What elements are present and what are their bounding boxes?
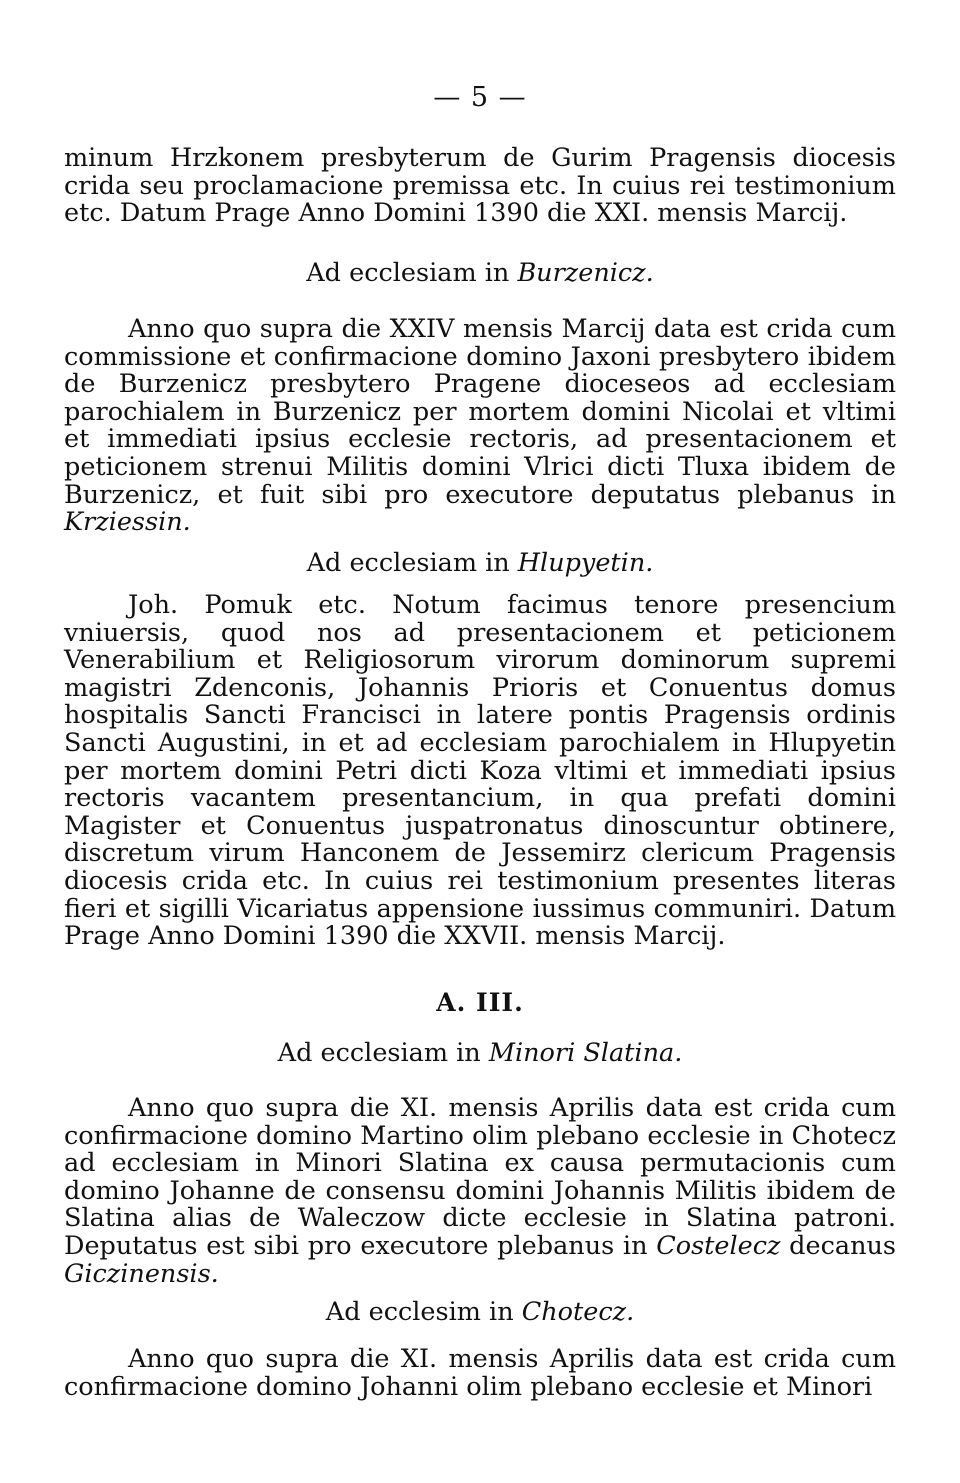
heading-burzenicz [0,258,960,288]
paragraph-5-text: Anno quo supra die XI. mensis Aprilis data est crida cum confirmacione domino Johanni olim plebano ecclesie et Minori [64,1344,896,1402]
heading-chotecz [0,1297,960,1327]
paragraph-4-text: Anno quo supra die XI. mensis Aprilis data est crida cum confirmacione domino Martino olim plebano ecclesie in Chotecz ad ecclesiam in Minori Slatina ex causa permutacionis cum domino Johanne de consensu domini Johannis Militis ibidem de Slatina alias de Waleczow dicte ecclesie in Slatina patroni. Deputatus est sibi pro executore plebanus in [64,1093,896,1261]
heading-minori-slatina [0,1038,960,1068]
paragraph-hlupyetin [64,592,896,951]
heading-hlupyetin-prefix: Ad ecclesiam in [306,548,518,578]
paragraph-chotecz [64,1346,896,1401]
heading-chotecz-place: Chotecz. [521,1297,635,1327]
paragraph-4-mid: decanus [780,1230,897,1261]
paragraph-1-text: minum Hrzkonem presbyterum de Gurim Pragensis diocesis crida seu proclamacione premissa etc. In cuius rei testimonium etc. Datum Prage Anno Domini 1390 die XXI. mensis Marcij. [64,143,896,229]
paragraph-2-place: Krziessin. [64,507,191,538]
heading-hlupyetin [0,548,960,578]
heading-hlupyetin-place: Hlupyetin. [517,548,654,578]
heading-burzenicz-place: Burzenicz. [517,258,654,288]
heading-chotecz-prefix: Ad ecclesim in [325,1297,522,1327]
heading-minori-slatina-prefix: Ad ecclesiam in [277,1038,489,1068]
paragraph-2-text: Anno quo supra die XXIV mensis Marcij data est crida cum commissione et confirmacione domino Jaxoni presbytero ibidem de Burzenicz presbytero Pragene dioceseos ad ecclesiam parochialem in Burzenicz per mortem domini Nicolai et vltimi et immediati ipsius ecclesie rectoris, ad presentacionem et peticionem strenui Militis domini Vlrici dicti Tluxa ibidem de Burzenicz, et fuit sibi pro executore deputatus plebanus in [64,314,896,510]
paragraph-minori-slatina [64,1095,896,1288]
section-mark: A. III. [436,988,524,1017]
heading-minori-slatina-place: Minori Slatina. [488,1038,683,1068]
page-number: — 5 — [433,82,527,113]
paragraph-burzenicz [64,316,896,537]
paragraph-4-place-1: Costelecz [656,1230,781,1261]
paragraph-continuation [64,145,896,228]
paragraph-4 [64,1095,896,1288]
heading-burzenicz-prefix: Ad ecclesiam in [306,258,518,288]
paragraph-3-text: Joh. Pomuk etc. Notum facimus tenore presencium vniuersis, quod nos ad presentacionem et peticionem Venerabilium et Religiosorum virorum dominorum supremi magistri Zdenconis, Johannis Prioris et Conuentus domus hospitalis Sancti Francisci in latere pontis Pragensis ordinis Sancti Augustini, in et ad ecclesiam parochialem in Hlupyetin per mortem domini Petri dicti Koza vltimi et immediati ipsius rectoris vacantem presentancium, in qua prefati domini Magister et Conuentus juspatronatus dinoscuntur obtinere, discretum virum Hanconem de Jessemirz clericum Pragensis diocesis crida etc. In cuius rei testimonium presentes literas fieri et sigilli Vicariatus appensione iussimus communiri. Datum Prage Anno Domini 1390 die XXVII. mensis Marcij. [64,590,896,952]
paragraph-4-place-2: Giczinensis. [64,1258,219,1289]
paragraph-2 [64,316,896,537]
